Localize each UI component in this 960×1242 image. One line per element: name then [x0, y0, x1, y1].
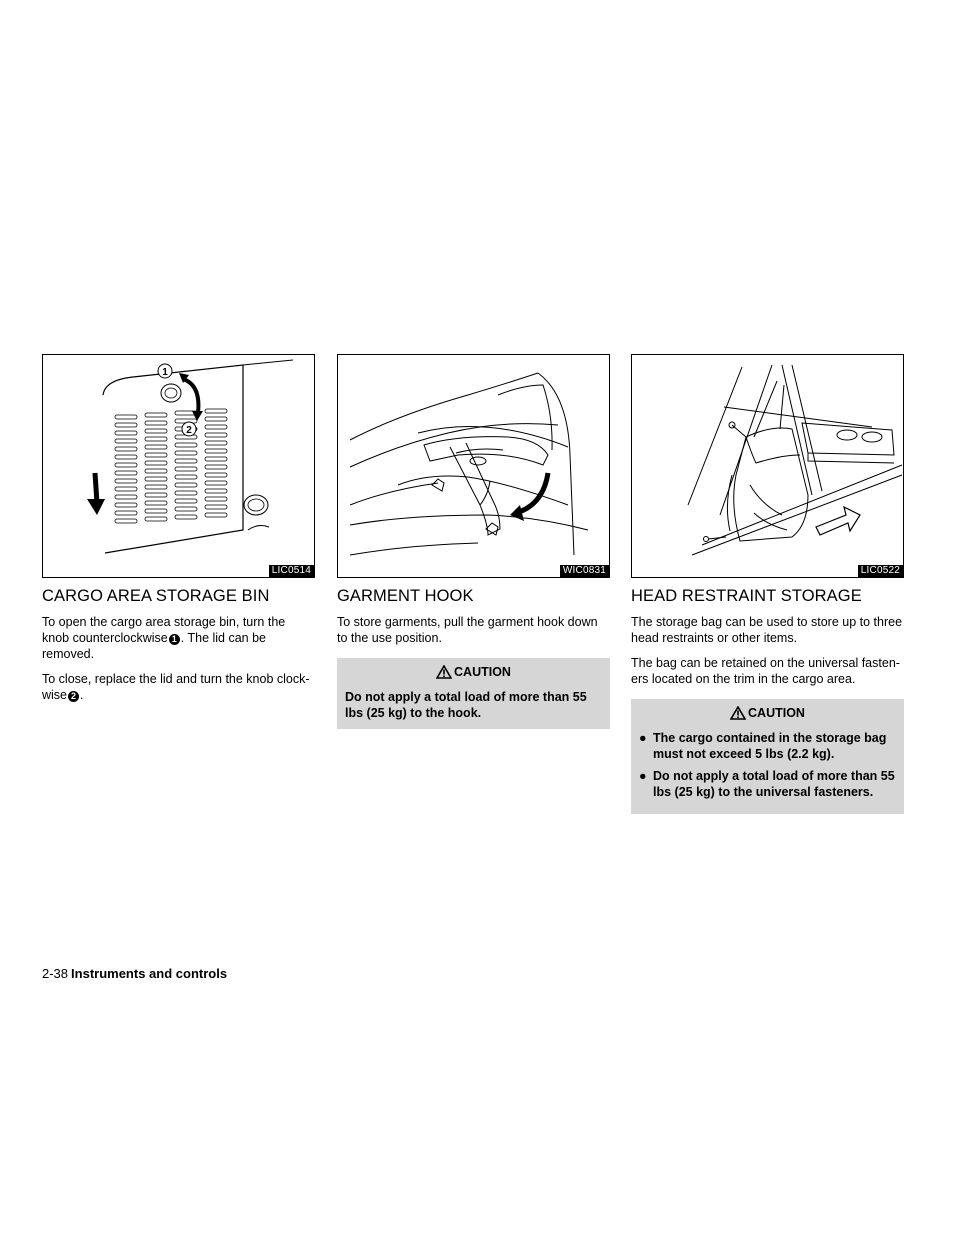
section-heading: CARGO AREA STORAGE BIN — [42, 587, 270, 605]
page-footer — [42, 966, 227, 982]
paragraph-open: To open the cargo area storage bin, turn the knob counterclockwise 1 . The lid can be removed. — [42, 615, 286, 661]
caution-title: CAUTION — [454, 665, 511, 679]
column-garment-hook — [337, 354, 610, 729]
callout-1: 1 — [162, 367, 168, 378]
warning-icon — [436, 665, 452, 683]
garment-hook-illustration — [338, 355, 610, 578]
caution-item: ● Do not apply a total load of more than 55 lbs (25 kg) to the universal fasteners. — [639, 769, 895, 799]
figure-storage-bag — [631, 354, 904, 578]
figure-garment-hook — [337, 354, 610, 578]
bullet-icon: ● — [639, 769, 647, 783]
caution-item: ● The cargo contained in the storage bag must not exceed 5 lbs (2.2 kg). — [639, 731, 887, 761]
section-heading: GARMENT HOOK — [337, 587, 474, 605]
warning-icon — [730, 706, 746, 724]
section-title: Instruments and controls — [71, 966, 228, 981]
figure-code: LIC0514 — [269, 565, 314, 577]
caution-list — [639, 730, 896, 800]
figure-code: WIC0831 — [560, 565, 609, 577]
storage-bin-illustration — [43, 355, 315, 578]
column-cargo-area-storage-bin — [42, 354, 315, 712]
figure-code: LIC0522 — [858, 565, 903, 577]
paragraph-close: To close, replace the lid and turn the knob clock-wise 2 . — [42, 672, 310, 702]
caution-text: Do not apply a total load of more than 55 lbs (25 kg) to the hook. — [345, 690, 587, 720]
storage-bag-illustration — [632, 355, 904, 578]
section-heading: HEAD RESTRAINT STORAGE — [631, 587, 862, 605]
caution-box — [337, 658, 610, 729]
bullet-icon: ● — [639, 731, 647, 745]
paragraph-bag: The storage bag can be used to store up to three head restraints or other items. — [631, 615, 903, 645]
caution-header — [345, 664, 602, 683]
figure-storage-bin — [42, 354, 315, 578]
callout-2: 2 — [186, 425, 192, 436]
page-number: 2-38 — [42, 966, 69, 981]
caution-header — [639, 705, 896, 724]
callout-badge-2: 2 — [68, 691, 79, 702]
column-head-restraint-storage — [631, 354, 904, 814]
callout-badge-1: 1 — [169, 634, 180, 645]
paragraph-store: To store garments, pull the garment hook down to the use position. — [337, 615, 598, 645]
caution-title: CAUTION — [748, 706, 805, 720]
caution-box — [631, 699, 904, 814]
paragraph-retain: The bag can be retained on the universal fasten-ers located on the trim in the cargo area. — [631, 656, 900, 686]
